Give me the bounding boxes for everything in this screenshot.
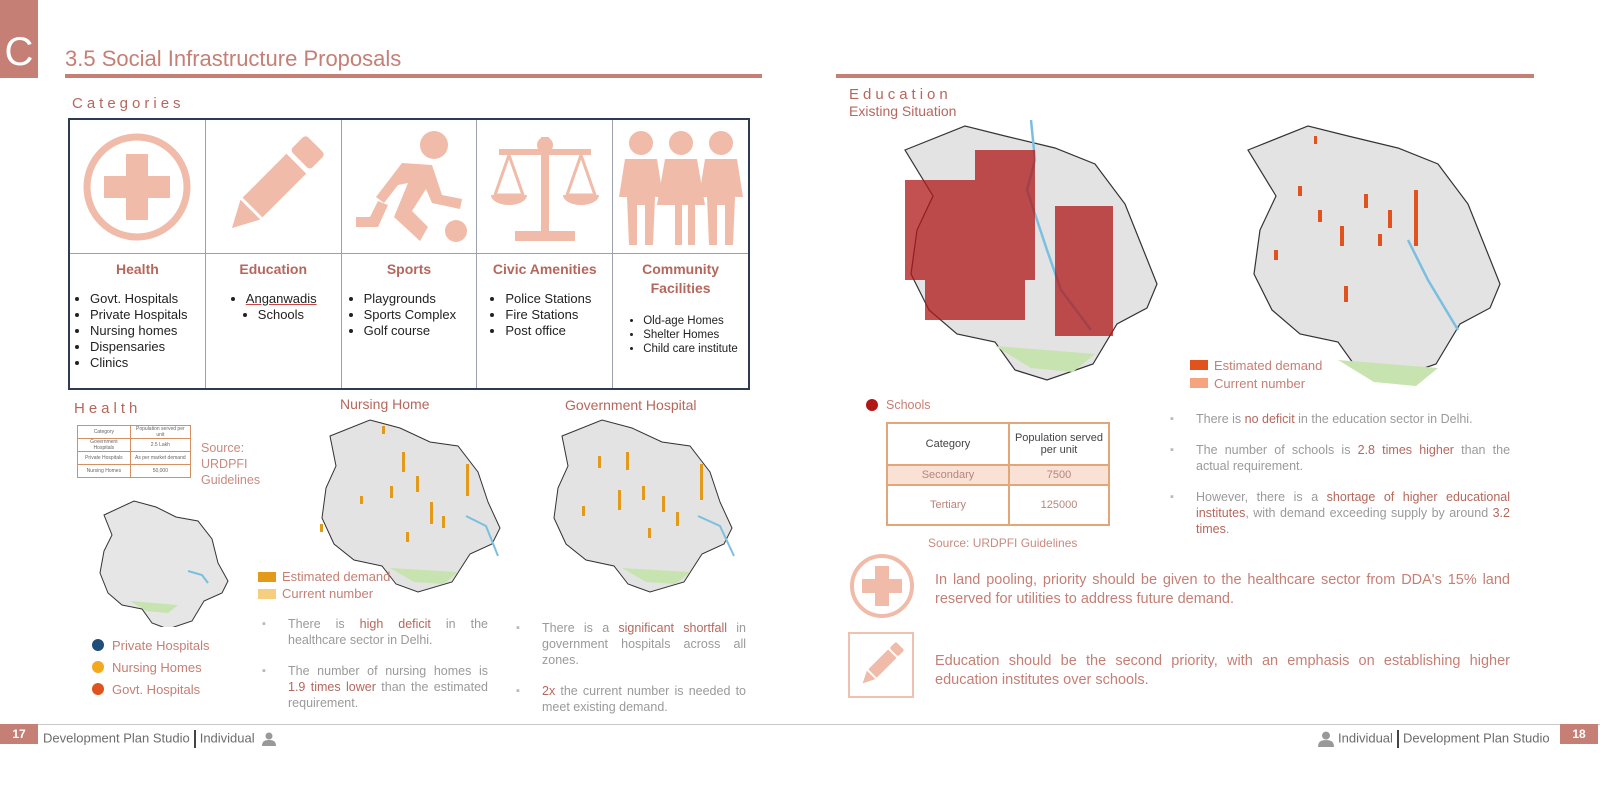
bullet-text: There is a — [542, 621, 619, 635]
government-hospital-map — [522, 416, 752, 598]
list-item — [1170, 489, 1510, 537]
people-group-icon — [619, 129, 743, 245]
table-header: Category — [887, 423, 1009, 465]
health-source: Source: URDPFI Guidelines — [201, 441, 261, 487]
list-item — [262, 616, 488, 648]
bullet-highlight: significant shortfall — [618, 621, 728, 635]
person-icon — [1318, 731, 1334, 747]
legend-label: Govt. Hospitals — [112, 681, 201, 697]
schools-legend — [866, 394, 930, 416]
studio-label: Development Plan Studio — [43, 730, 190, 746]
person-icon — [262, 732, 276, 746]
table-header: Population served per unit — [1009, 423, 1109, 465]
nursing-findings — [262, 616, 488, 726]
bullet-text: However, there is a — [1196, 490, 1327, 504]
list-item: • Police Stations — [505, 291, 612, 307]
category-sports — [342, 120, 478, 388]
list-item: • Old-age Homes — [643, 314, 748, 328]
right-rule — [836, 74, 1534, 78]
table-cell: Government Hospitals — [78, 439, 131, 452]
health-table — [77, 425, 191, 478]
priority-education-text: Education should be the second priority, with an emphasis on establishing higher education institutes over schools. — [935, 653, 1510, 688]
education-source: Source: URDPFI Guidelines — [928, 536, 1078, 550]
bullet-highlight: 2.8 times higher — [1357, 443, 1454, 457]
list-item: • Schools — [258, 307, 341, 323]
list-item — [262, 663, 488, 711]
bullet-text: in the education sector in Delhi. — [1294, 412, 1473, 426]
page-number-right: 18 — [1560, 724, 1598, 744]
bullet-text: in the healthcare sector in Delhi. — [288, 617, 488, 647]
priority-health-text: In land pooling, priority should be given to the healthcare sector from DDA's 15% land reserved for utilities to address future demand. — [935, 572, 1510, 607]
education-findings — [1170, 411, 1510, 552]
footer-right — [1318, 730, 1550, 748]
table-cell: Secondary — [887, 465, 1009, 485]
title-rule — [65, 74, 762, 78]
list-item: • Child care institute — [643, 342, 748, 356]
individual-label: Individual — [1338, 730, 1393, 746]
list-item — [516, 620, 746, 668]
legend-label: Private Hospitals — [112, 637, 210, 653]
list-item — [1170, 411, 1510, 427]
footer-left — [43, 730, 276, 748]
bullet-text: , with demand exceeding supply by around — [1245, 506, 1493, 520]
list-item: • Clinics — [90, 355, 205, 371]
legend-swatch — [92, 639, 104, 651]
legend-label: Estimated demand — [1214, 357, 1323, 373]
legend-label: Schools — [886, 398, 931, 412]
nursing-demand-legend — [258, 568, 390, 602]
bullet-text: than the actual requirement. — [1196, 443, 1511, 473]
table-header: Population served per unit — [130, 426, 190, 439]
legend-label: Estimated demand — [282, 569, 391, 584]
education-heading: Education — [849, 86, 952, 103]
list-item: • Golf course — [364, 323, 477, 339]
footer-line — [0, 724, 1600, 725]
education-subheading: Existing Situation — [849, 103, 957, 119]
table-cell: 125000 — [1009, 485, 1109, 525]
category-title: Community Facilities — [642, 261, 720, 296]
list-item: • Nursing homes — [90, 323, 205, 339]
categories-heading: Categories — [72, 95, 185, 112]
bullet-highlight: 3.2 times — [1196, 506, 1510, 536]
legend-label: Current number — [282, 586, 374, 601]
categories-table — [68, 118, 750, 390]
page-number-left: 17 — [0, 724, 38, 744]
bullet-text: in government hospitals across all zones. — [542, 621, 746, 667]
list-item: • Govt. Hospitals — [90, 291, 205, 307]
medical-cross-icon — [848, 552, 916, 620]
bullet-highlight: 2x — [542, 684, 556, 698]
education-table — [886, 422, 1110, 526]
bullet-text: The number of nursing homes is — [288, 664, 488, 678]
category-civic-amenities — [477, 120, 613, 388]
list-item: • Post office — [505, 323, 612, 339]
footer-divider — [194, 730, 196, 748]
page-title: 3.5 Social Infrastructure Proposals — [65, 46, 402, 71]
list-item: • Anganwadis — [246, 291, 341, 307]
legend-swatch — [1190, 360, 1208, 370]
table-cell: Private Hospitals — [78, 452, 131, 465]
list-item: • Playgrounds — [364, 291, 477, 307]
list-item: • Dispensaries — [90, 339, 205, 355]
category-title: Sports — [386, 261, 432, 277]
legend-swatch — [258, 589, 276, 599]
bullet-highlight: shortage of higher educational institutes — [1196, 490, 1510, 520]
list-item — [516, 683, 746, 715]
legend-swatch — [92, 683, 104, 695]
list-item: • Sports Complex — [364, 307, 477, 323]
medical-cross-icon — [82, 132, 192, 242]
health-facilities-map — [70, 497, 230, 627]
legend-label: Nursing Homes — [112, 659, 202, 675]
category-title: Health — [116, 261, 159, 277]
table-cell: 2.5 Lakh — [130, 439, 190, 452]
category-health — [70, 120, 206, 388]
bullet-text: There is — [1196, 412, 1245, 426]
nursing-home-title: Nursing Home — [340, 396, 430, 412]
legend-swatch — [866, 399, 878, 411]
category-title: Civic Amenities — [492, 261, 597, 277]
schools-map — [845, 110, 1165, 400]
bullet-highlight: high deficit — [359, 617, 431, 631]
legend-swatch — [1190, 378, 1208, 388]
category-title: Education — [239, 261, 308, 277]
scales-icon — [485, 129, 605, 245]
footer-divider — [1397, 730, 1399, 748]
priority-education-box — [848, 632, 914, 698]
government-findings — [516, 620, 746, 730]
education-demand-legend — [1190, 356, 1322, 392]
list-item: • Private Hospitals — [90, 307, 205, 323]
health-heading: Health — [74, 400, 142, 417]
legend-swatch — [258, 572, 276, 582]
section-letter: C — [0, 0, 38, 78]
bullet-text: The number of schools is — [1196, 443, 1358, 457]
table-cell: As per market demand — [130, 452, 190, 465]
pencil-icon — [213, 127, 333, 247]
table-cell: 50,000 — [130, 465, 190, 478]
list-item: • Shelter Homes — [643, 328, 748, 342]
bullet-highlight: 1.9 times lower — [288, 680, 376, 694]
table-cell: Tertiary — [887, 485, 1009, 525]
bullet-text: the current number is needed to meet existing demand. — [542, 684, 746, 714]
bullet-highlight: no deficit — [1244, 412, 1295, 426]
bullet-text: . — [1225, 522, 1230, 536]
government-hospital-title: Government Hospital — [565, 397, 697, 413]
list-item — [1170, 442, 1510, 474]
legend-label: Current number — [1214, 375, 1306, 391]
bullet-text: than the estimated requirement. — [288, 680, 488, 710]
table-cell: Nursing Homes — [78, 465, 131, 478]
pencil-icon — [850, 634, 912, 696]
health-map-legend — [92, 634, 210, 700]
legend-swatch — [92, 661, 104, 673]
running-person-icon — [344, 127, 474, 247]
bullet-text: There is — [288, 617, 360, 631]
table-cell: 7500 — [1009, 465, 1109, 485]
list-item: • Fire Stations — [505, 307, 612, 323]
category-community-facilities — [613, 120, 748, 388]
category-education — [206, 120, 342, 388]
individual-label: Individual — [199, 730, 255, 746]
studio-label: Development Plan Studio — [1402, 730, 1550, 746]
table-header: Category — [78, 426, 131, 439]
